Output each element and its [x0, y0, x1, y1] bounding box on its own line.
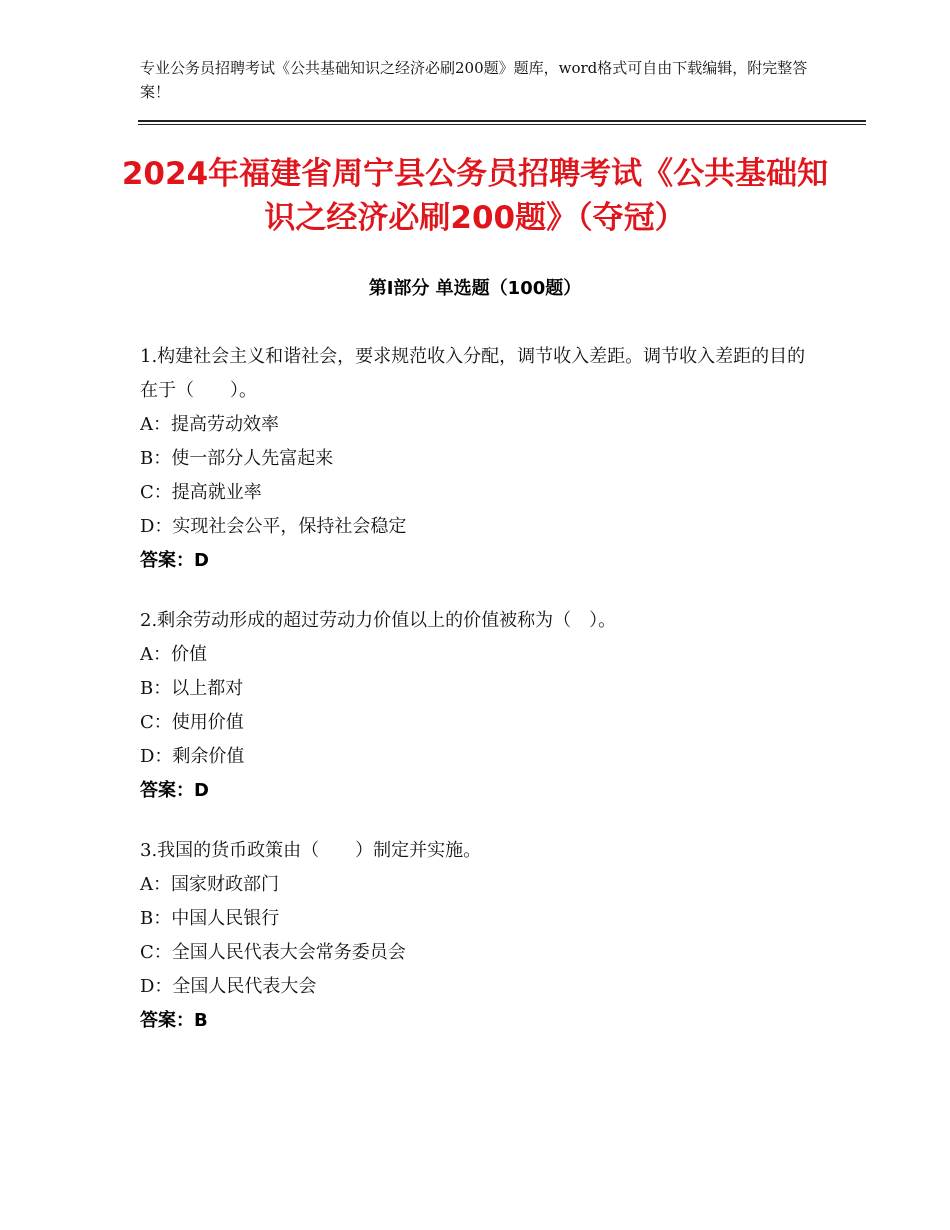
- document-title: 2024年福建省周宁县公务员招聘考试《公共基础知识之经济必刷200题》（夺冠）: [121, 156, 829, 236]
- option-d: D：剩余价值: [140, 746, 245, 767]
- question-2: [140, 604, 820, 808]
- question-stem: 2.剩余劳动形成的超过劳动力价值以上的价值被称为（ ）。: [140, 610, 617, 631]
- option-d: D：全国人民代表大会: [140, 976, 317, 997]
- question-list: [140, 340, 820, 1064]
- option-b: B：使一部分人先富起来: [140, 448, 334, 469]
- option-c: C：全国人民代表大会常务委员会: [140, 942, 406, 963]
- option-c: C：提高就业率: [140, 482, 262, 503]
- question-3: [140, 834, 820, 1038]
- answer: 答案：B: [140, 1010, 208, 1031]
- option-b: B：以上都对: [140, 678, 244, 699]
- header-divider: [138, 120, 866, 126]
- option-c: C：使用价值: [140, 712, 244, 733]
- header-divider-thick-line: [138, 120, 866, 122]
- question-1: [140, 340, 820, 578]
- answer: 答案：D: [140, 780, 209, 801]
- option-a: A：价值: [140, 644, 207, 665]
- option-d: D：实现社会公平，保持社会稳定: [140, 516, 407, 537]
- header-note: 专业公务员招聘考试《公共基础知识之经济必刷200题》题库，word格式可自由下载编辑，附完整答案！: [140, 59, 808, 101]
- header-divider-thin-line: [138, 124, 866, 125]
- answer: 答案：D: [140, 550, 209, 571]
- section-title: 第Ⅰ部分 单选题（100题）: [368, 278, 582, 299]
- question-stem: 3.我国的货币政策由（ ）制定并实施。: [140, 840, 482, 861]
- option-a: A：国家财政部门: [140, 874, 279, 895]
- option-a: A：提高劳动效率: [140, 414, 279, 435]
- option-b: B：中国人民银行: [140, 908, 280, 929]
- question-stem: 1.构建社会主义和谐社会，要求规范收入分配，调节收入差距。调节收入差距的目的在于（ ）。: [140, 346, 806, 401]
